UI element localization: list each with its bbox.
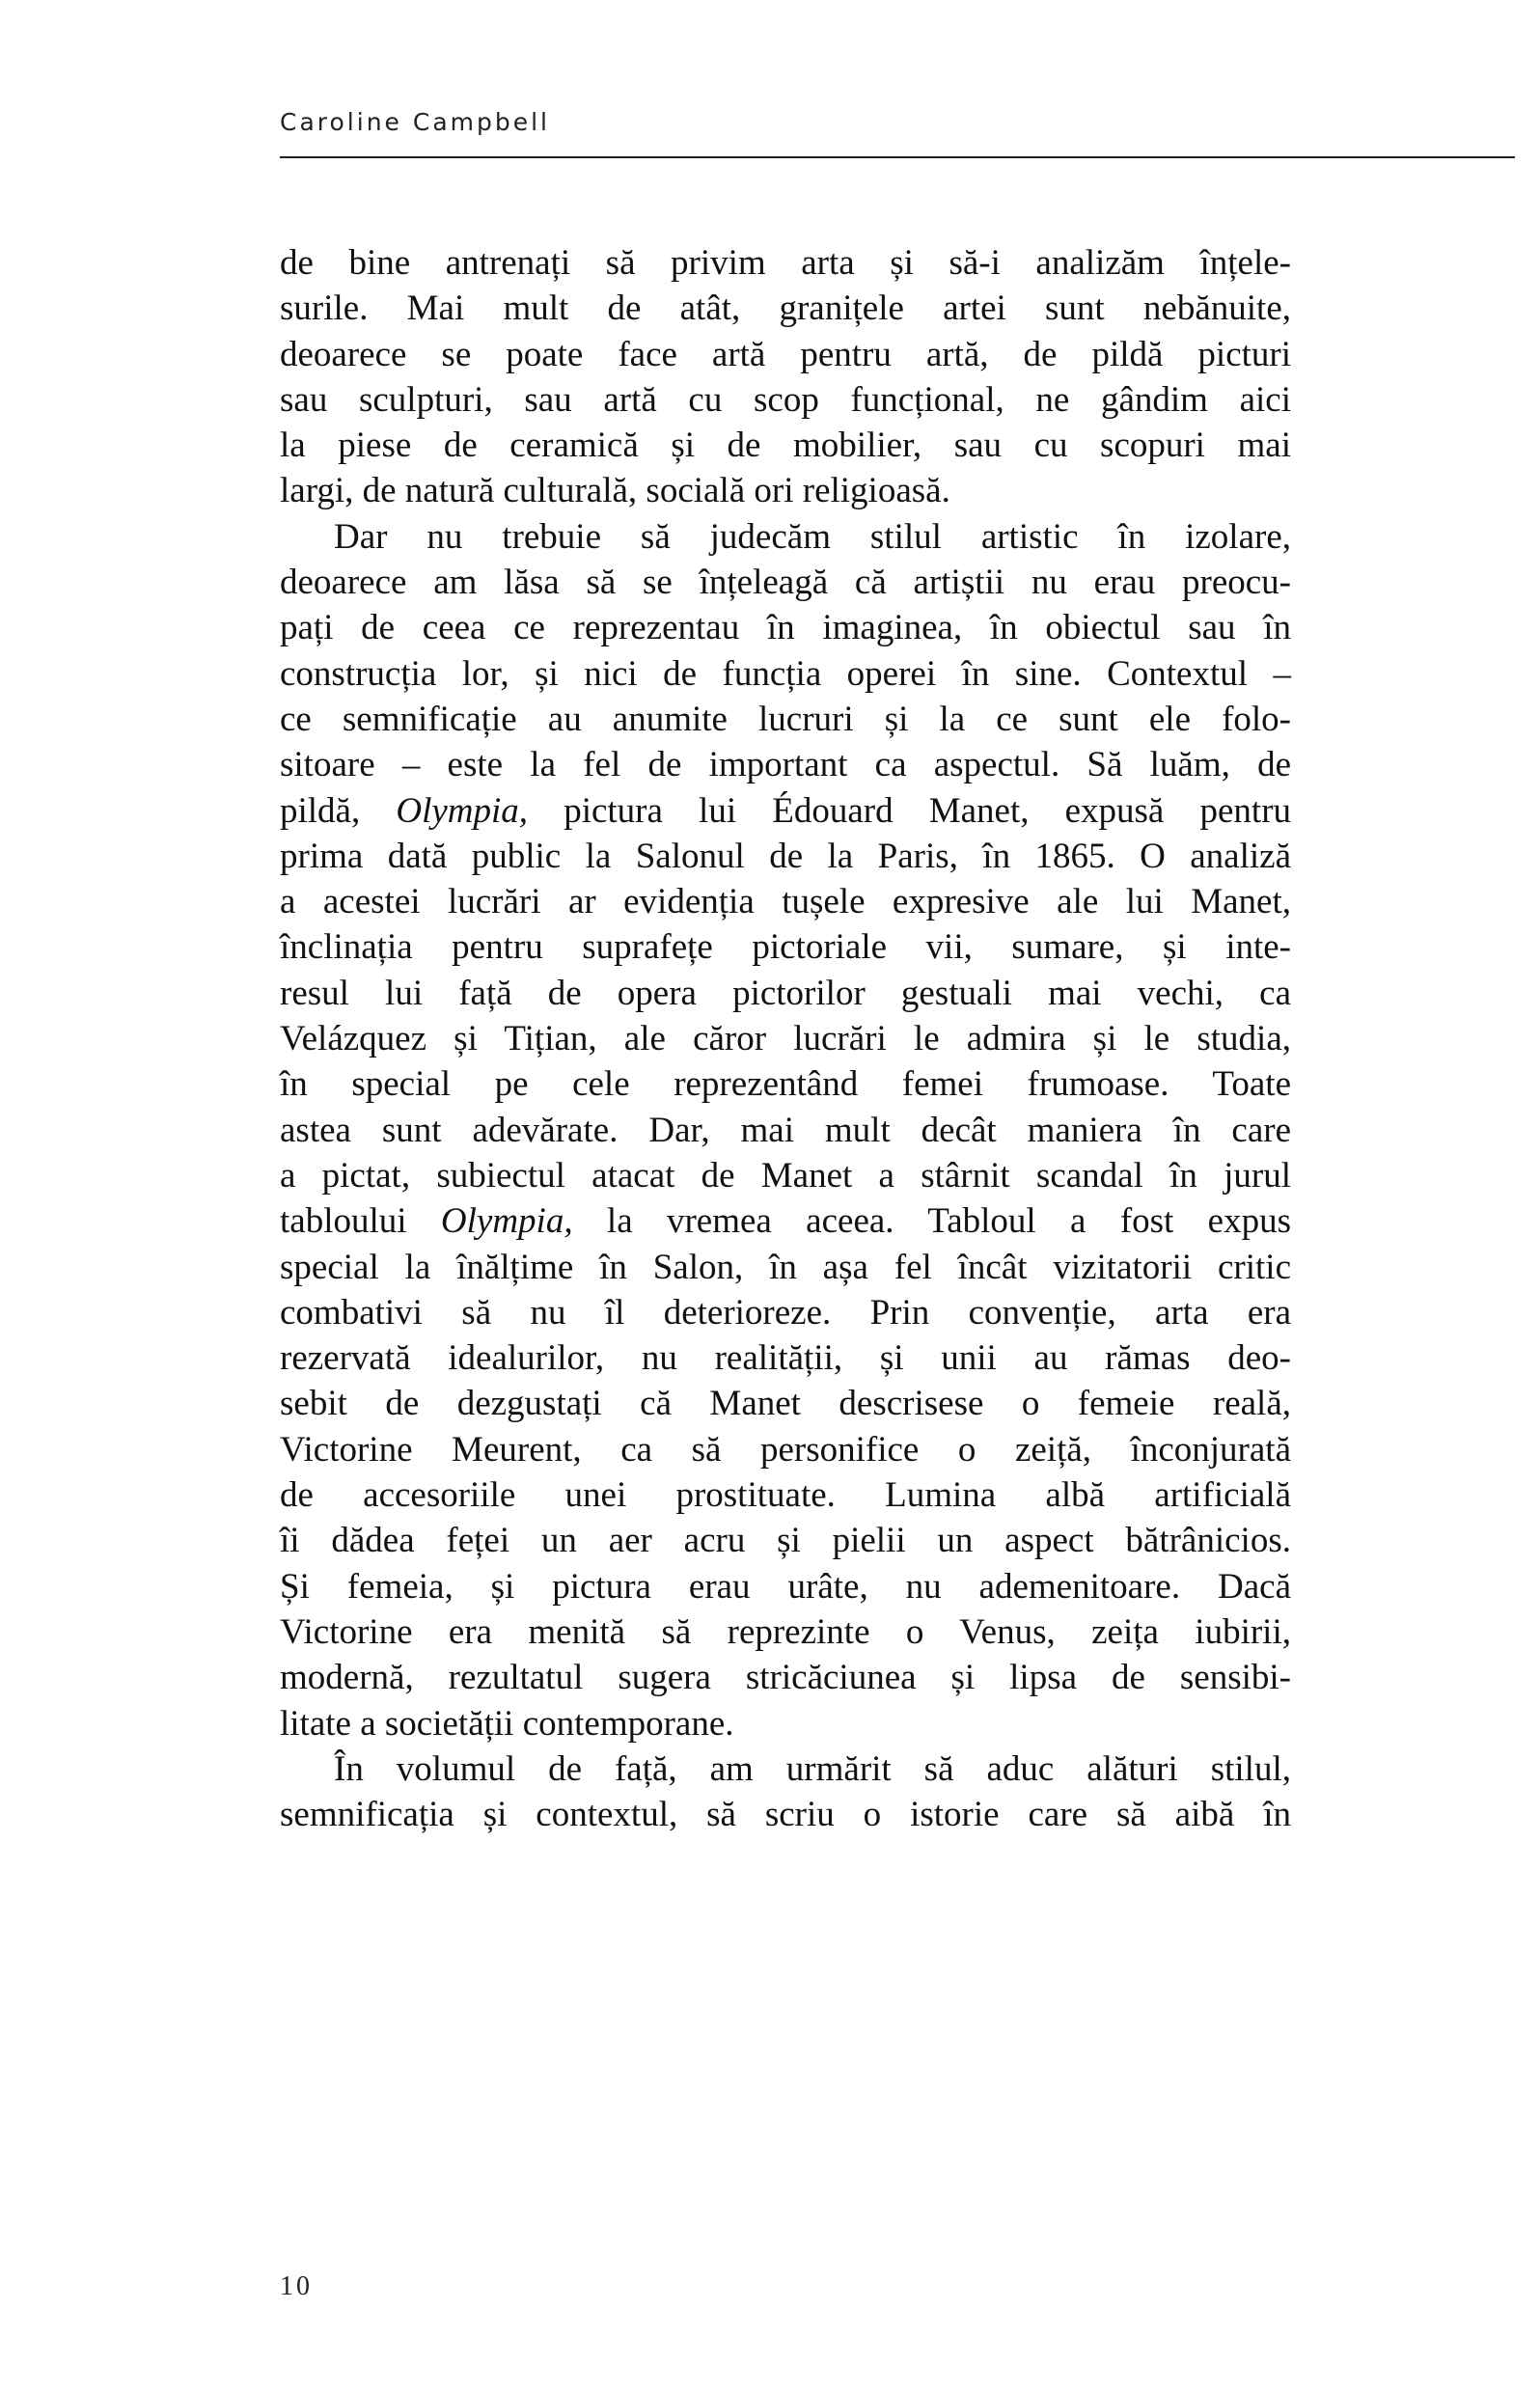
text-line: combativi să nu îl deterioreze. Prin convenție, arta era [280,1292,1291,1333]
paragraph [280,514,1291,1746]
text-line: Victorine Meurent, ca să personifice o zeiță, înconjurată [280,1429,1291,1470]
text-line: sitoare – este la fel de important ca aspectul. Să luăm, de [280,745,1291,785]
text-line: sau sculpturi, sau artă cu scop funcțional, ne gândim aici [280,379,1291,420]
text-line: largi, de natură culturală, socială ori religioasă. [280,471,950,511]
text-line: pați de ceea ce reprezentau în imaginea, în obiectul sau în [280,608,1291,648]
text-line: Victorine era menită să reprezinte o Venus, zeița iubirii, [280,1611,1291,1652]
paragraph [280,240,1291,514]
text-line: modernă, rezultatul sugera stricăciunea și lipsa de sensibi- [280,1658,1291,1698]
text-line: surile. Mai mult de atât, granițele artei sunt nebănuite, [280,289,1291,329]
text-line: tabloului Olympia, la vremea aceea. Tabloul a fost expus [280,1201,1291,1242]
text-line: deoarece am lăsa să se înțeleagă că artiștii nu erau preocu- [280,563,1291,603]
text-line: astea sunt adevărate. Dar, mai mult decât maniera în care [280,1110,1291,1150]
text-line: În volumul de față, am urmărit să aduc alături stilul, [334,1748,1291,1789]
text-line: de accesoriile unei prostituate. Lumina albă artificială [280,1475,1291,1516]
text-line: a acestei lucrări ar evidenția tușele expresive ale lui Manet, [280,882,1291,922]
text-line: a pictat, subiectul atacat de Manet a stârnit scandal în jurul [280,1155,1291,1196]
text-line: sebit de dezgustați că Manet descrisese o femeie reală, [280,1384,1291,1424]
text-line: ce semnificație au anumite lucruri și la ce sunt ele folo- [280,699,1291,739]
text-line: în special pe cele reprezentând femei frumoase. Toate [280,1064,1291,1105]
text-line: Dar nu trebuie să judecăm stilul artistic în izolare, [334,516,1291,557]
text-line: de bine antrenați să privim arta și să-i analizăm înțele- [280,243,1291,283]
text-line: Velázquez și Tițian, ale căror lucrări le admira și le studia, [280,1019,1291,1059]
italic-title: Olympia, [440,1201,573,1242]
text-line: special la înălțime în Salon, în așa fel încât vizitatorii critic [280,1247,1291,1287]
italic-title: Olympia, [396,790,529,831]
text-line: prima dată public la Salonul de la Paris, în 1865. O analiză [280,836,1291,876]
body-text [280,240,1291,1837]
text-line: pildă, Olympia, pictura lui Édouard Manet, expusă pentru [280,790,1292,831]
text-line: rezervată idealurilor, nu realității, și unii au rămas deo- [280,1338,1291,1379]
text-line: îi dădea feței un aer acru și pielii un aspect bătrânicios. [280,1521,1291,1561]
header-rule [280,156,1515,158]
text-line: la piese de ceramică și de mobilier, sau cu scopuri mai [280,426,1291,466]
page-number: 10 [280,2271,313,2301]
text-line: construcția lor, și nici de funcția operei în sine. Contextul – [280,653,1291,694]
text-line: înclinația pentru suprafețe pictoriale vii, sumare, și inte- [280,927,1291,968]
text-line: litate a societății contemporane. [280,1703,734,1744]
paragraph [280,1746,1291,1838]
text-line: deoarece se poate face artă pentru artă, de pildă picturi [280,334,1291,374]
text-line: resul lui față de opera pictorilor gestuali mai vechi, ca [280,973,1291,1013]
text-line: semnificația și contextul, să scriu o istorie care să aibă în [280,1795,1291,1835]
running-header-author: Caroline Campbell [280,108,551,136]
text-line: Și femeia, și pictura erau urâte, nu ademenitoare. Dacă [280,1566,1291,1607]
